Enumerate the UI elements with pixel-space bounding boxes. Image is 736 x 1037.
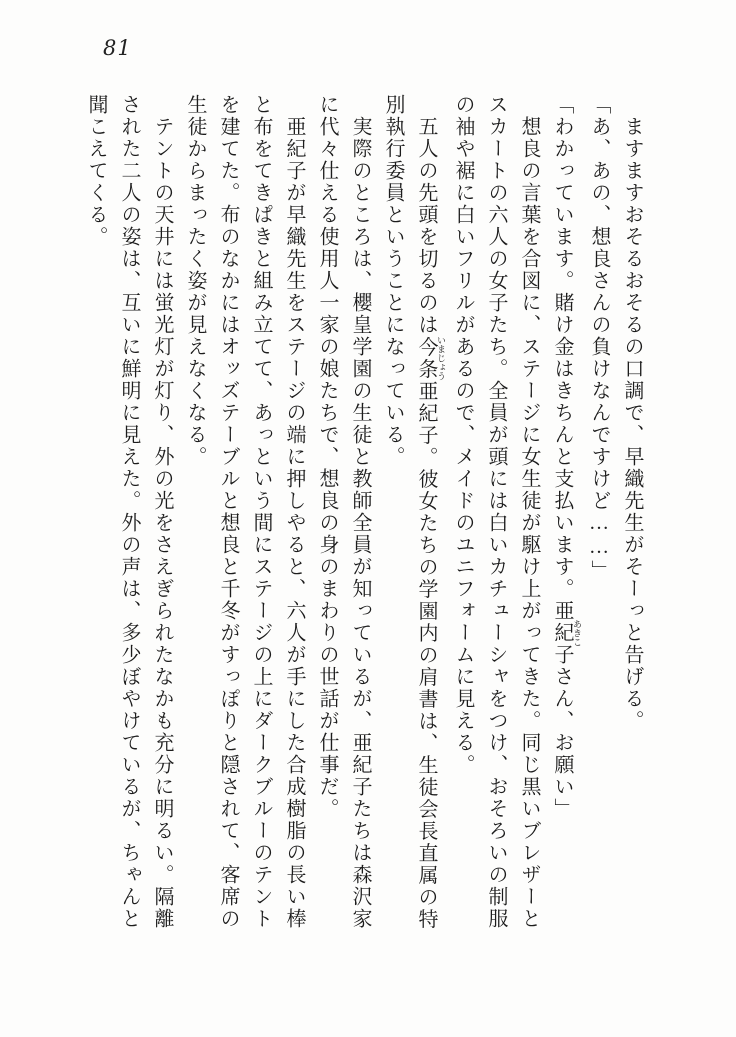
- furigana-text: あきこ: [572, 600, 582, 666]
- furigana-text: いまじょう: [436, 335, 446, 381]
- text-line: 「わかっています。賭け金はきちんと支払います。亜紀子 あきこさん、お願い」: [551, 94, 582, 820]
- text-line: 別執行委員ということになっている。: [382, 94, 404, 468]
- text-line: された二人の姿は、互いに鮮明に見えた。外の声は、多少ぼやけているが、ちゃんと: [118, 94, 140, 930]
- text-line: 想良の言葉を合図に、ステージに女生徒が駆け上がってきた。同じ黒いブレザーと: [518, 116, 540, 930]
- text-line: と布をてきぱきと組み立てて、あっという間にステージの上にダークブルーのテント: [250, 94, 272, 930]
- text-line: に代々仕える使用人一家の娘たちで、想良の身のまわりの世話が仕事だ。: [316, 94, 338, 820]
- text-block: [79, 94, 648, 934]
- text-line: スカートの六人の女子たち。全員が頭には白いカチューシャをつけ、おそろいの制服: [485, 94, 507, 930]
- text-line: テントの天井には蛍光灯が灯り、外の光をさえぎられたなかも充分に明るい。隔離: [151, 116, 173, 930]
- furigana-ruby: 今条 いまじょう: [415, 335, 446, 381]
- text-line: 聞こえてくる。: [85, 94, 107, 248]
- text-line: 実際のところは、櫻皇学園の生徒と教師全員が知っているが、亜紀子たちは森沢家: [349, 116, 371, 930]
- text-line: 亜紀子が早織先生をステージの端に押しやると、六人が手にした合成樹脂の長い棒: [283, 116, 305, 930]
- text-line: を建てた。布のなかにはオッズテーブルと想良と千冬がすっぽりと隠されて、客席の: [217, 94, 239, 930]
- text-line: ますますおそるおそるの口調で、早織先生がそーっと告げる。: [621, 116, 643, 732]
- text-line: 五人の先頭を切るのは今条 いまじょう亜紀子。彼女たちの学園内の肩書は、生徒会長直属の特: [415, 116, 446, 931]
- text-line: の袖や裾に白いフリルがあるので、メイドのユニフォームに見える。: [452, 94, 474, 776]
- furigana-ruby: 亜紀子 あきこ: [551, 600, 582, 666]
- page-number: 81: [103, 36, 132, 60]
- text-line: 「あ、あの、想良さんの負けなんですけど……」: [588, 94, 610, 582]
- text-line: 生徒からまったく姿が見えなくなる。: [184, 94, 206, 468]
